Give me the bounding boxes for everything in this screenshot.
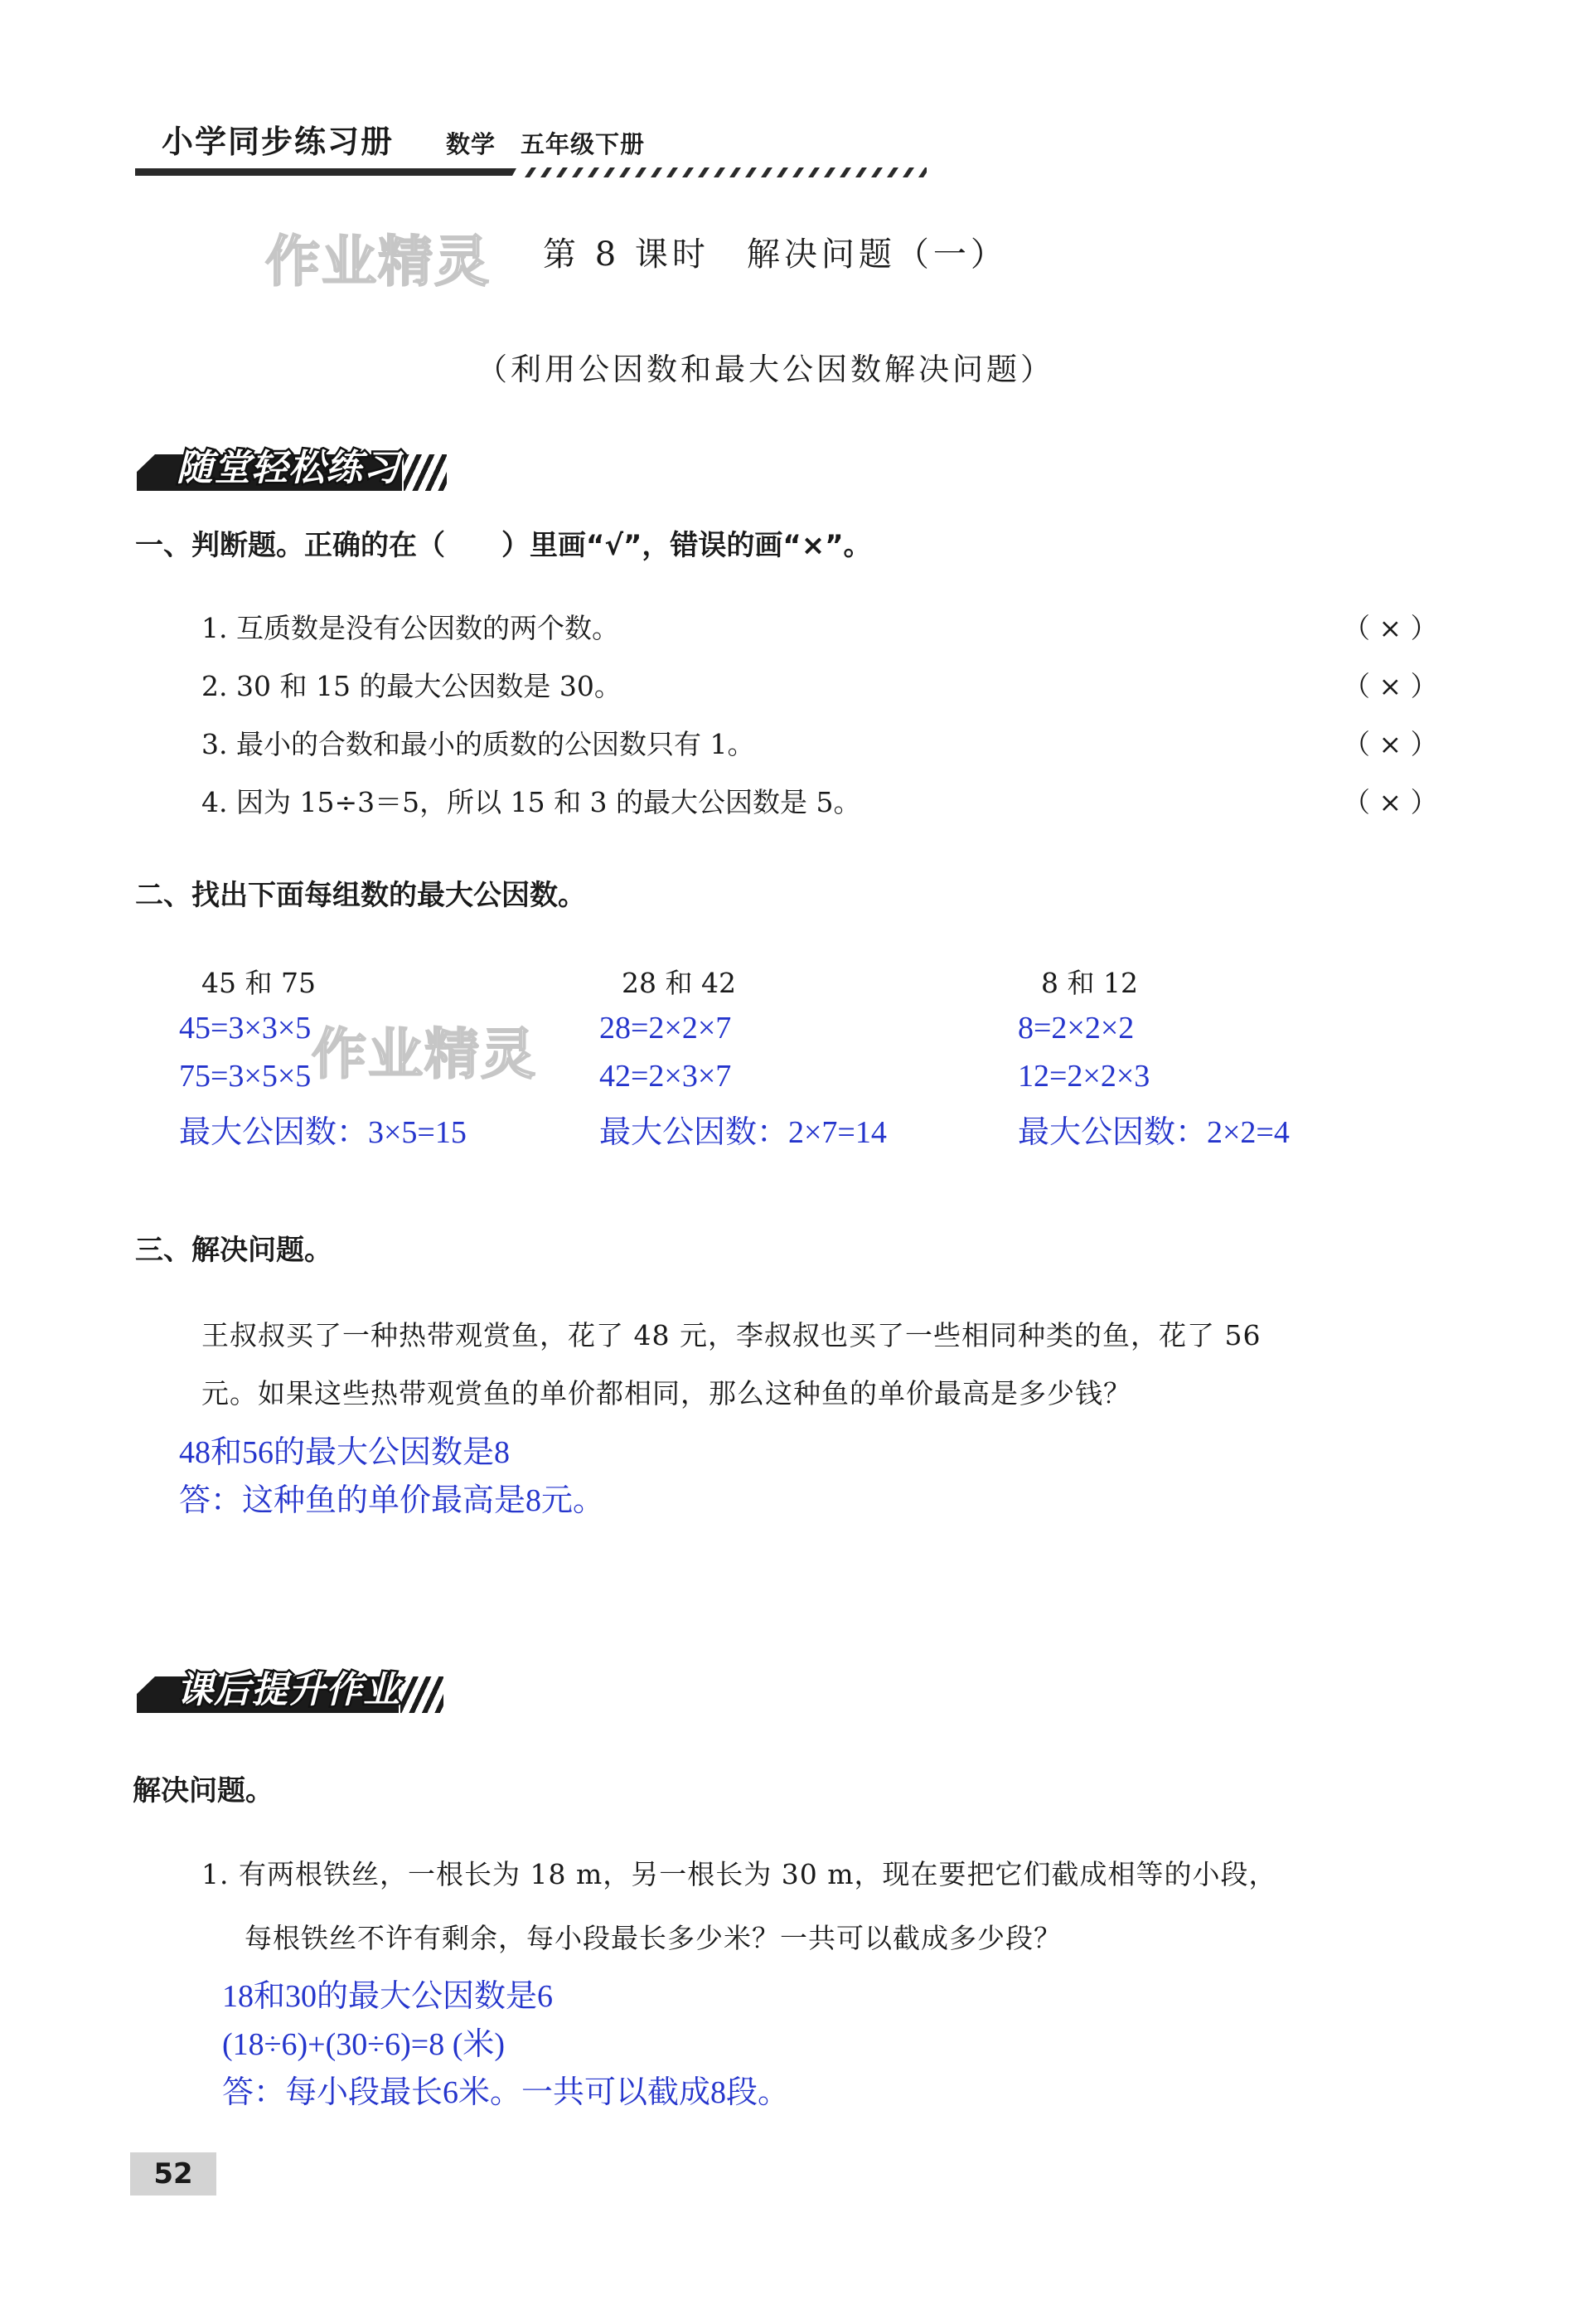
gcd-group-1-line-1: 45=3×3×5: [179, 1011, 312, 1046]
judge-mark-4: （ × ）: [1343, 786, 1438, 818]
watermark-top: 作业精灵: [265, 230, 491, 294]
banner-class-practice-label: 随堂轻松练习: [177, 447, 400, 489]
part3-problem-line-2: 元。如果这些热带观赏鱼的单价都相同，那么这种鱼的单价最高是多少钱？: [201, 1377, 1131, 1409]
gcd-group-1-line-2: 75=3×5×5: [179, 1059, 312, 1094]
homework-answer-line-3: 答：每小段最长6米。一共可以截成8段。: [222, 2075, 790, 2110]
judge-mark-2: （ × ）: [1343, 670, 1438, 702]
homework-answer-line-1: 18和30的最大公因数是6: [222, 1979, 554, 2014]
part3-heading: 三、解决问题。: [135, 1234, 332, 1267]
watermark-middle: 作业精灵: [312, 1022, 537, 1086]
gcd-group-1-label: 45 和 75: [201, 967, 316, 999]
book-title: 小学同步练习册: [162, 124, 395, 160]
part2-heading: 二、找出下面每组数的最大公因数。: [135, 879, 586, 912]
banner-class-practice: [137, 447, 450, 491]
gcd-group-2-line-2: 42=2×3×7: [599, 1059, 732, 1094]
subject-label: 数学: [446, 130, 496, 158]
judge-mark-1: （ × ）: [1343, 612, 1438, 644]
header-rule: [135, 166, 927, 179]
part3-problem-line-1: 王叔叔买了一种热带观赏鱼，花了 48 元，李叔叔也买了一些相同种类的鱼，花了 56: [201, 1319, 1262, 1351]
homework-problem-line-2: 每根铁丝不许有剩余，每小段最长多少米？一共可以截成多少段？: [245, 1922, 1062, 1954]
grade-label: 五年级下册: [521, 130, 646, 158]
page-number: 52: [130, 2152, 216, 2195]
part3-answer-line-2: 答：这种鱼的单价最高是8元。: [179, 1483, 605, 1518]
homework-heading: 解决问题。: [133, 1774, 274, 1807]
gcd-group-3-label: 8 和 12: [1041, 967, 1138, 999]
judge-item-3: 3. 最小的合数和最小的质数的公因数只有 1。: [201, 728, 755, 760]
judge-item-4: 4. 因为 15÷3＝5，所以 15 和 3 的最大公因数是 5。: [201, 786, 861, 818]
part1-heading: 一、判断题。正确的在（ ）里画“√”，错误的画“×”。: [135, 529, 872, 562]
homework-answer-line-2: (18÷6)+(30÷6)=8 (米): [222, 2027, 505, 2062]
lesson-title: 第 8 课时 解决问题（一）: [543, 235, 1008, 274]
gcd-group-1-result: 最大公因数：3×5=15: [179, 1115, 467, 1150]
banner-homework-label: 课后提升作业: [177, 1669, 400, 1711]
homework-problem-line-1: 1. 有两根铁丝，一根长为 18 m，另一根长为 30 m，现在要把它们截成相等的小段，: [201, 1858, 1277, 1890]
book-subtitle: [446, 126, 670, 160]
gcd-group-2-label: 28 和 42: [622, 967, 736, 999]
gcd-group-3-result: 最大公因数：2×2=4: [1018, 1115, 1290, 1150]
judge-item-1: 1. 互质数是没有公因数的两个数。: [201, 612, 619, 644]
gcd-group-3-line-2: 12=2×2×3: [1018, 1059, 1150, 1094]
gcd-group-2-line-1: 28=2×2×7: [599, 1011, 732, 1046]
banner-homework: [137, 1669, 447, 1713]
lesson-subtitle: （利用公因数和最大公因数解决问题）: [477, 352, 1054, 387]
gcd-group-2-result: 最大公因数：2×7=14: [599, 1115, 887, 1150]
gcd-group-3-line-1: 8=2×2×2: [1018, 1011, 1135, 1046]
judge-item-2: 2. 30 和 15 的最大公因数是 30。: [201, 670, 622, 702]
part3-answer-line-1: 48和56的最大公因数是8: [179, 1435, 511, 1470]
judge-mark-3: （ × ）: [1343, 728, 1438, 760]
